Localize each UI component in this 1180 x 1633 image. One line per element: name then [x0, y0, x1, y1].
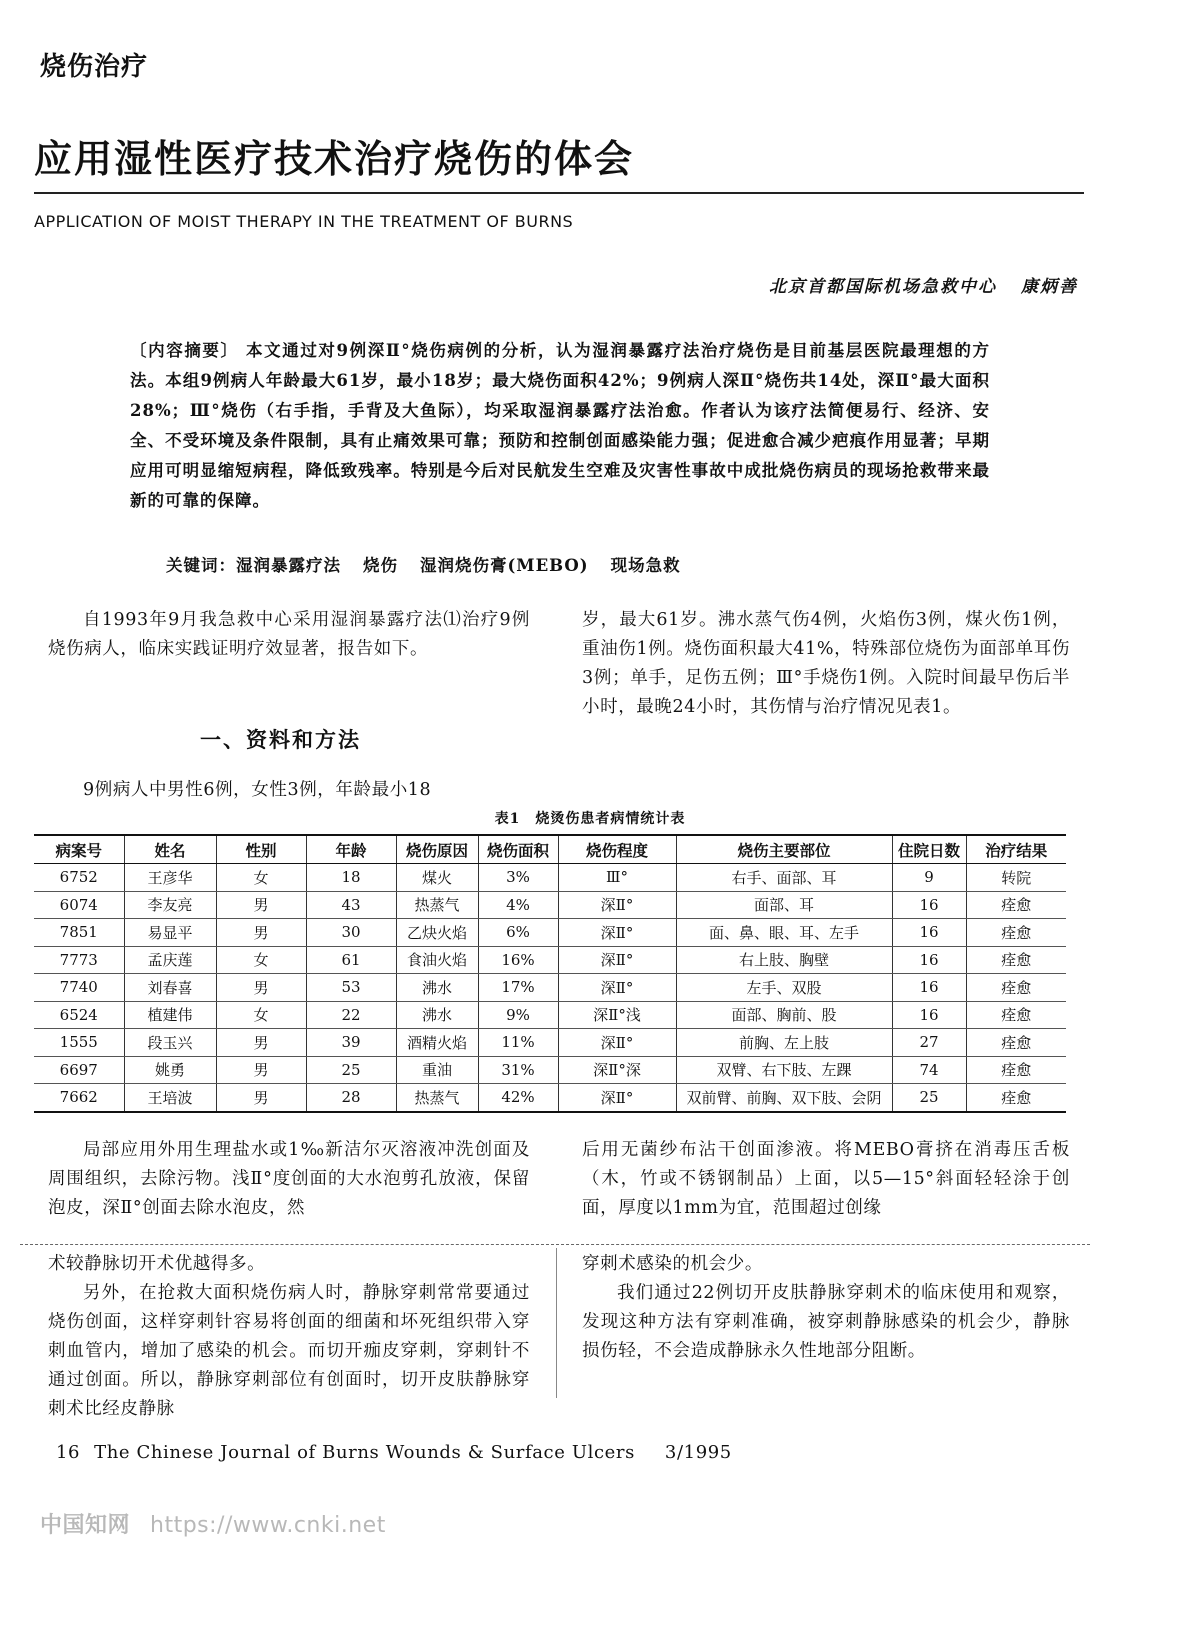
table-cell: 31% — [478, 1056, 558, 1084]
cnki-watermark — [40, 1508, 386, 1539]
table-cell: 痊愈 — [966, 1001, 1066, 1029]
table-cell: 右上肢、胸壁 — [676, 946, 892, 974]
title-rule — [34, 192, 1084, 194]
table-row — [34, 919, 1066, 947]
table-row — [34, 1029, 1066, 1057]
table-cell: 食油火焰 — [396, 946, 478, 974]
table-cell: 39 — [306, 1029, 396, 1057]
table-cell: 25 — [306, 1056, 396, 1084]
table-cell: 男 — [216, 974, 306, 1002]
table-cell: 沸水 — [396, 974, 478, 1002]
table-cell: 深Ⅱ°浅 — [558, 1001, 676, 1029]
table-header-cell: 治疗结果 — [966, 835, 1066, 864]
table-cell: 段玉兴 — [124, 1029, 216, 1057]
table-cell: 深Ⅱ° — [558, 919, 676, 947]
table-header-cell: 住院日数 — [892, 835, 966, 864]
table-cell: 重油 — [396, 1056, 478, 1084]
table-cell: 6% — [478, 919, 558, 947]
table-cell: 面部、胸前、股 — [676, 1001, 892, 1029]
table-cell: 7662 — [34, 1084, 124, 1112]
table-cell: 男 — [216, 1056, 306, 1084]
table-cell: 16 — [892, 1001, 966, 1029]
page-number: 16 — [56, 1442, 81, 1463]
table-cell: 女 — [216, 946, 306, 974]
page-footer — [56, 1442, 732, 1463]
table-cell: 孟庆莲 — [124, 946, 216, 974]
english-title: APPLICATION OF MOIST THERAPY IN THE TREATMENT OF BURNS — [34, 212, 574, 231]
table-cell: 男 — [216, 919, 306, 947]
table-cell: 易显平 — [124, 919, 216, 947]
watermark-url: https://www.cnki.net — [150, 1513, 386, 1538]
table-cell: 女 — [216, 864, 306, 892]
table-cell: 酒精火焰 — [396, 1029, 478, 1057]
keyword: 湿润暴露疗法 — [236, 556, 341, 575]
burn-statistics-table — [34, 834, 1066, 1113]
abstract — [130, 336, 990, 516]
article-title: 应用湿性医疗技术治疗烧伤的体会 — [34, 137, 635, 181]
table-cell: 16 — [892, 919, 966, 947]
table-cell: 王彦华 — [124, 864, 216, 892]
table-cell: 痊愈 — [966, 1084, 1066, 1112]
table-cell: 42% — [478, 1084, 558, 1112]
table-cell: 9 — [892, 864, 966, 892]
table-cell: 双前臂、前胸、双下肢、会阴 — [676, 1084, 892, 1112]
table-cell: 7851 — [34, 919, 124, 947]
table-cell: 痊愈 — [966, 1056, 1066, 1084]
table-header-cell: 病案号 — [34, 835, 124, 864]
table-cell: 7740 — [34, 974, 124, 1002]
table-cell: 双臂、右下肢、左踝 — [676, 1056, 892, 1084]
keywords — [166, 552, 703, 576]
table-cell: 沸水 — [396, 1001, 478, 1029]
table-cell: 61 — [306, 946, 396, 974]
table-cell: 前胸、左上肢 — [676, 1029, 892, 1057]
table-header-cell: 烧伤面积 — [478, 835, 558, 864]
column-divider — [556, 1248, 557, 1398]
table-row — [34, 1001, 1066, 1029]
table-cell: 深Ⅱ° — [558, 974, 676, 1002]
watermark-site: 中国知网 — [40, 1513, 131, 1538]
author-line — [769, 272, 1078, 297]
table-cell: 16 — [892, 891, 966, 919]
left-paragraph-bottom: 术较静脉切开术优越得多。 另外，在抢救大面积烧伤病人时，静脉穿刺常常要通过烧伤创面，这样穿刺针容易将创面的细菌和坏死组织带入穿刺血管内，增加了感染的机会。而切开痂皮穿刺，穿刺针不通过创面。所以，静脉穿刺部位有创面时，切开皮肤静脉穿刺术比经皮静脉 — [48, 1254, 530, 1419]
table-row — [34, 946, 1066, 974]
affiliation: 北京首都国际机场急救中心 — [769, 277, 997, 297]
journal-issue: 3/1995 — [664, 1442, 732, 1463]
table-header-cell: 姓名 — [124, 835, 216, 864]
table-cell: 深Ⅱ°深 — [558, 1056, 676, 1084]
right-paragraph-mid: 后用无菌纱布沾干创面渗液。将MEBO膏挤在消毒压舌板（木，竹或不锈钢制品）上面，以5—15°斜面轻轻涂于创面，厚度以1mm为宜，范围超过创缘 — [582, 1140, 1070, 1218]
table-cell: 17% — [478, 974, 558, 1002]
section-heading: 一、资料和方法 — [200, 728, 361, 752]
table-cell: 深Ⅱ° — [558, 1084, 676, 1112]
table-cell: 深Ⅱ° — [558, 946, 676, 974]
table-header-cell: 年龄 — [306, 835, 396, 864]
table-cell: 热蒸气 — [396, 891, 478, 919]
abstract-label: 〔内容摘要〕 — [130, 341, 239, 360]
table-cell: 43 — [306, 891, 396, 919]
table-row — [34, 891, 1066, 919]
table-cell: 姚勇 — [124, 1056, 216, 1084]
right-paragraph-top: 岁，最大61岁。沸水蒸气伤4例，火焰伤3例，煤火伤1例，重油伤1例。烧伤面积最大41%，特殊部位烧伤为面部单耳伤3例；单手，足伤五例；Ⅲ°手烧伤1例。入院时间最早伤后半小时，最晚24小时，其伤情与治疗情况见表1。 — [582, 610, 1070, 717]
table-cell: 痊愈 — [966, 891, 1066, 919]
intro-paragraph: 自1993年9月我急救中心采用湿润暴露疗法⑴治疗9例烧伤病人，临床实践证明疗效显著，报告如下。 — [48, 610, 530, 659]
patients-paragraph: 9例病人中男性6例，女性3例，年龄最小18 — [83, 780, 432, 800]
keyword: 湿润烧伤膏(MEBO) — [420, 556, 589, 575]
table-cell: 22 — [306, 1001, 396, 1029]
right-paragraph-bottom: 穿刺术感染的机会少。 我们通过22例切开皮肤静脉穿刺术的临床使用和观察，发现这种方法有穿刺准确，被穿刺静脉感染的机会少，静脉损伤轻，不会造成静脉永久性地部分阻断。 — [582, 1254, 1070, 1361]
table-cell: 痊愈 — [966, 1029, 1066, 1057]
table-cell: 男 — [216, 1084, 306, 1112]
column-break-rule — [20, 1244, 1090, 1245]
table-header-row — [34, 835, 1066, 864]
table-cell: 热蒸气 — [396, 1084, 478, 1112]
table-header-cell: 烧伤程度 — [558, 835, 676, 864]
table-cell: 6752 — [34, 864, 124, 892]
table-cell: 28 — [306, 1084, 396, 1112]
left-paragraph-mid: 局部应用外用生理盐水或1‰新洁尔灭溶液冲洗创面及周围组织，去除污物。浅Ⅱ°度创面的大水泡剪孔放液，保留泡皮，深Ⅱ°创面去除水泡皮，然 — [48, 1140, 530, 1218]
table-cell: 煤火 — [396, 864, 478, 892]
table-cell: 男 — [216, 891, 306, 919]
table-row — [34, 1084, 1066, 1112]
table-cell: 16% — [478, 946, 558, 974]
keyword: 烧伤 — [363, 556, 398, 575]
table-cell: 16 — [892, 974, 966, 1002]
table-cell: 11% — [478, 1029, 558, 1057]
table-cell: 18 — [306, 864, 396, 892]
table-cell: 27 — [892, 1029, 966, 1057]
table-cell: 刘春喜 — [124, 974, 216, 1002]
table-caption: 表1 烧烫伤患者病情统计表 — [494, 811, 686, 827]
table-cell: 53 — [306, 974, 396, 1002]
table-cell: 9% — [478, 1001, 558, 1029]
table-row — [34, 864, 1066, 892]
table-cell: 4% — [478, 891, 558, 919]
table-cell: 女 — [216, 1001, 306, 1029]
table-cell: 1555 — [34, 1029, 124, 1057]
table-cell: 面部、耳 — [676, 891, 892, 919]
table-cell: 深Ⅱ° — [558, 1029, 676, 1057]
table-cell: 乙炔火焰 — [396, 919, 478, 947]
keyword: 现场急救 — [610, 556, 681, 575]
author-name: 康炳善 — [1021, 277, 1078, 297]
table-cell: 3% — [478, 864, 558, 892]
table-cell: 右手、面部、耳 — [676, 864, 892, 892]
section-tag: 烧伤治疗 — [40, 52, 149, 82]
table-cell: 痊愈 — [966, 919, 1066, 947]
table-cell: 面、鼻、眼、耳、左手 — [676, 919, 892, 947]
table-cell: 深Ⅱ° — [558, 891, 676, 919]
table-header-cell: 性别 — [216, 835, 306, 864]
table-cell: 左手、双股 — [676, 974, 892, 1002]
table-cell: 6697 — [34, 1056, 124, 1084]
table-header-cell: 烧伤原因 — [396, 835, 478, 864]
table-cell: 痊愈 — [966, 974, 1066, 1002]
table-row — [34, 974, 1066, 1002]
journal-name: The Chinese Journal of Burns Wounds & Surface Ulcers — [94, 1442, 635, 1463]
table-cell: 植建伟 — [124, 1001, 216, 1029]
table-cell: 16 — [892, 946, 966, 974]
table-cell: 转院 — [966, 864, 1066, 892]
table-cell: 74 — [892, 1056, 966, 1084]
table-header-cell: 烧伤主要部位 — [676, 835, 892, 864]
abstract-text: 本文通过对9例深Ⅱ°烧伤病例的分析，认为湿润暴露疗法治疗烧伤是目前基层医院最理想的方法。本组9例病人年龄最大61岁，最小18岁；最大烧伤面积42%；9例病人深Ⅱ°烧伤共14处，深Ⅱ°最大面积28%；Ⅲ°烧伤（右手指，手背及大鱼际），均采取湿润暴露疗法治愈。作者认为该疗法简便易行、经济、安全、不受环境及条件限制，具有止痛效果可靠；预防和控制创面感染能力强；促进愈合减少疤痕作用显著；早期应用可明显缩短病程，降低致残率。特别是今后对民航发生空难及灾害性事故中成批烧伤病员的现场抢救带来最新的可靠的保障。 — [130, 341, 991, 510]
table-cell: 30 — [306, 919, 396, 947]
table-cell: Ⅲ° — [558, 864, 676, 892]
table-cell: 6524 — [34, 1001, 124, 1029]
table-cell: 王培波 — [124, 1084, 216, 1112]
table-cell: 李友亮 — [124, 891, 216, 919]
table-cell: 男 — [216, 1029, 306, 1057]
table-cell: 痊愈 — [966, 946, 1066, 974]
keywords-label: 关键词： — [166, 556, 236, 575]
table-cell: 7773 — [34, 946, 124, 974]
table-cell: 6074 — [34, 891, 124, 919]
table-cell: 25 — [892, 1084, 966, 1112]
table-row — [34, 1056, 1066, 1084]
